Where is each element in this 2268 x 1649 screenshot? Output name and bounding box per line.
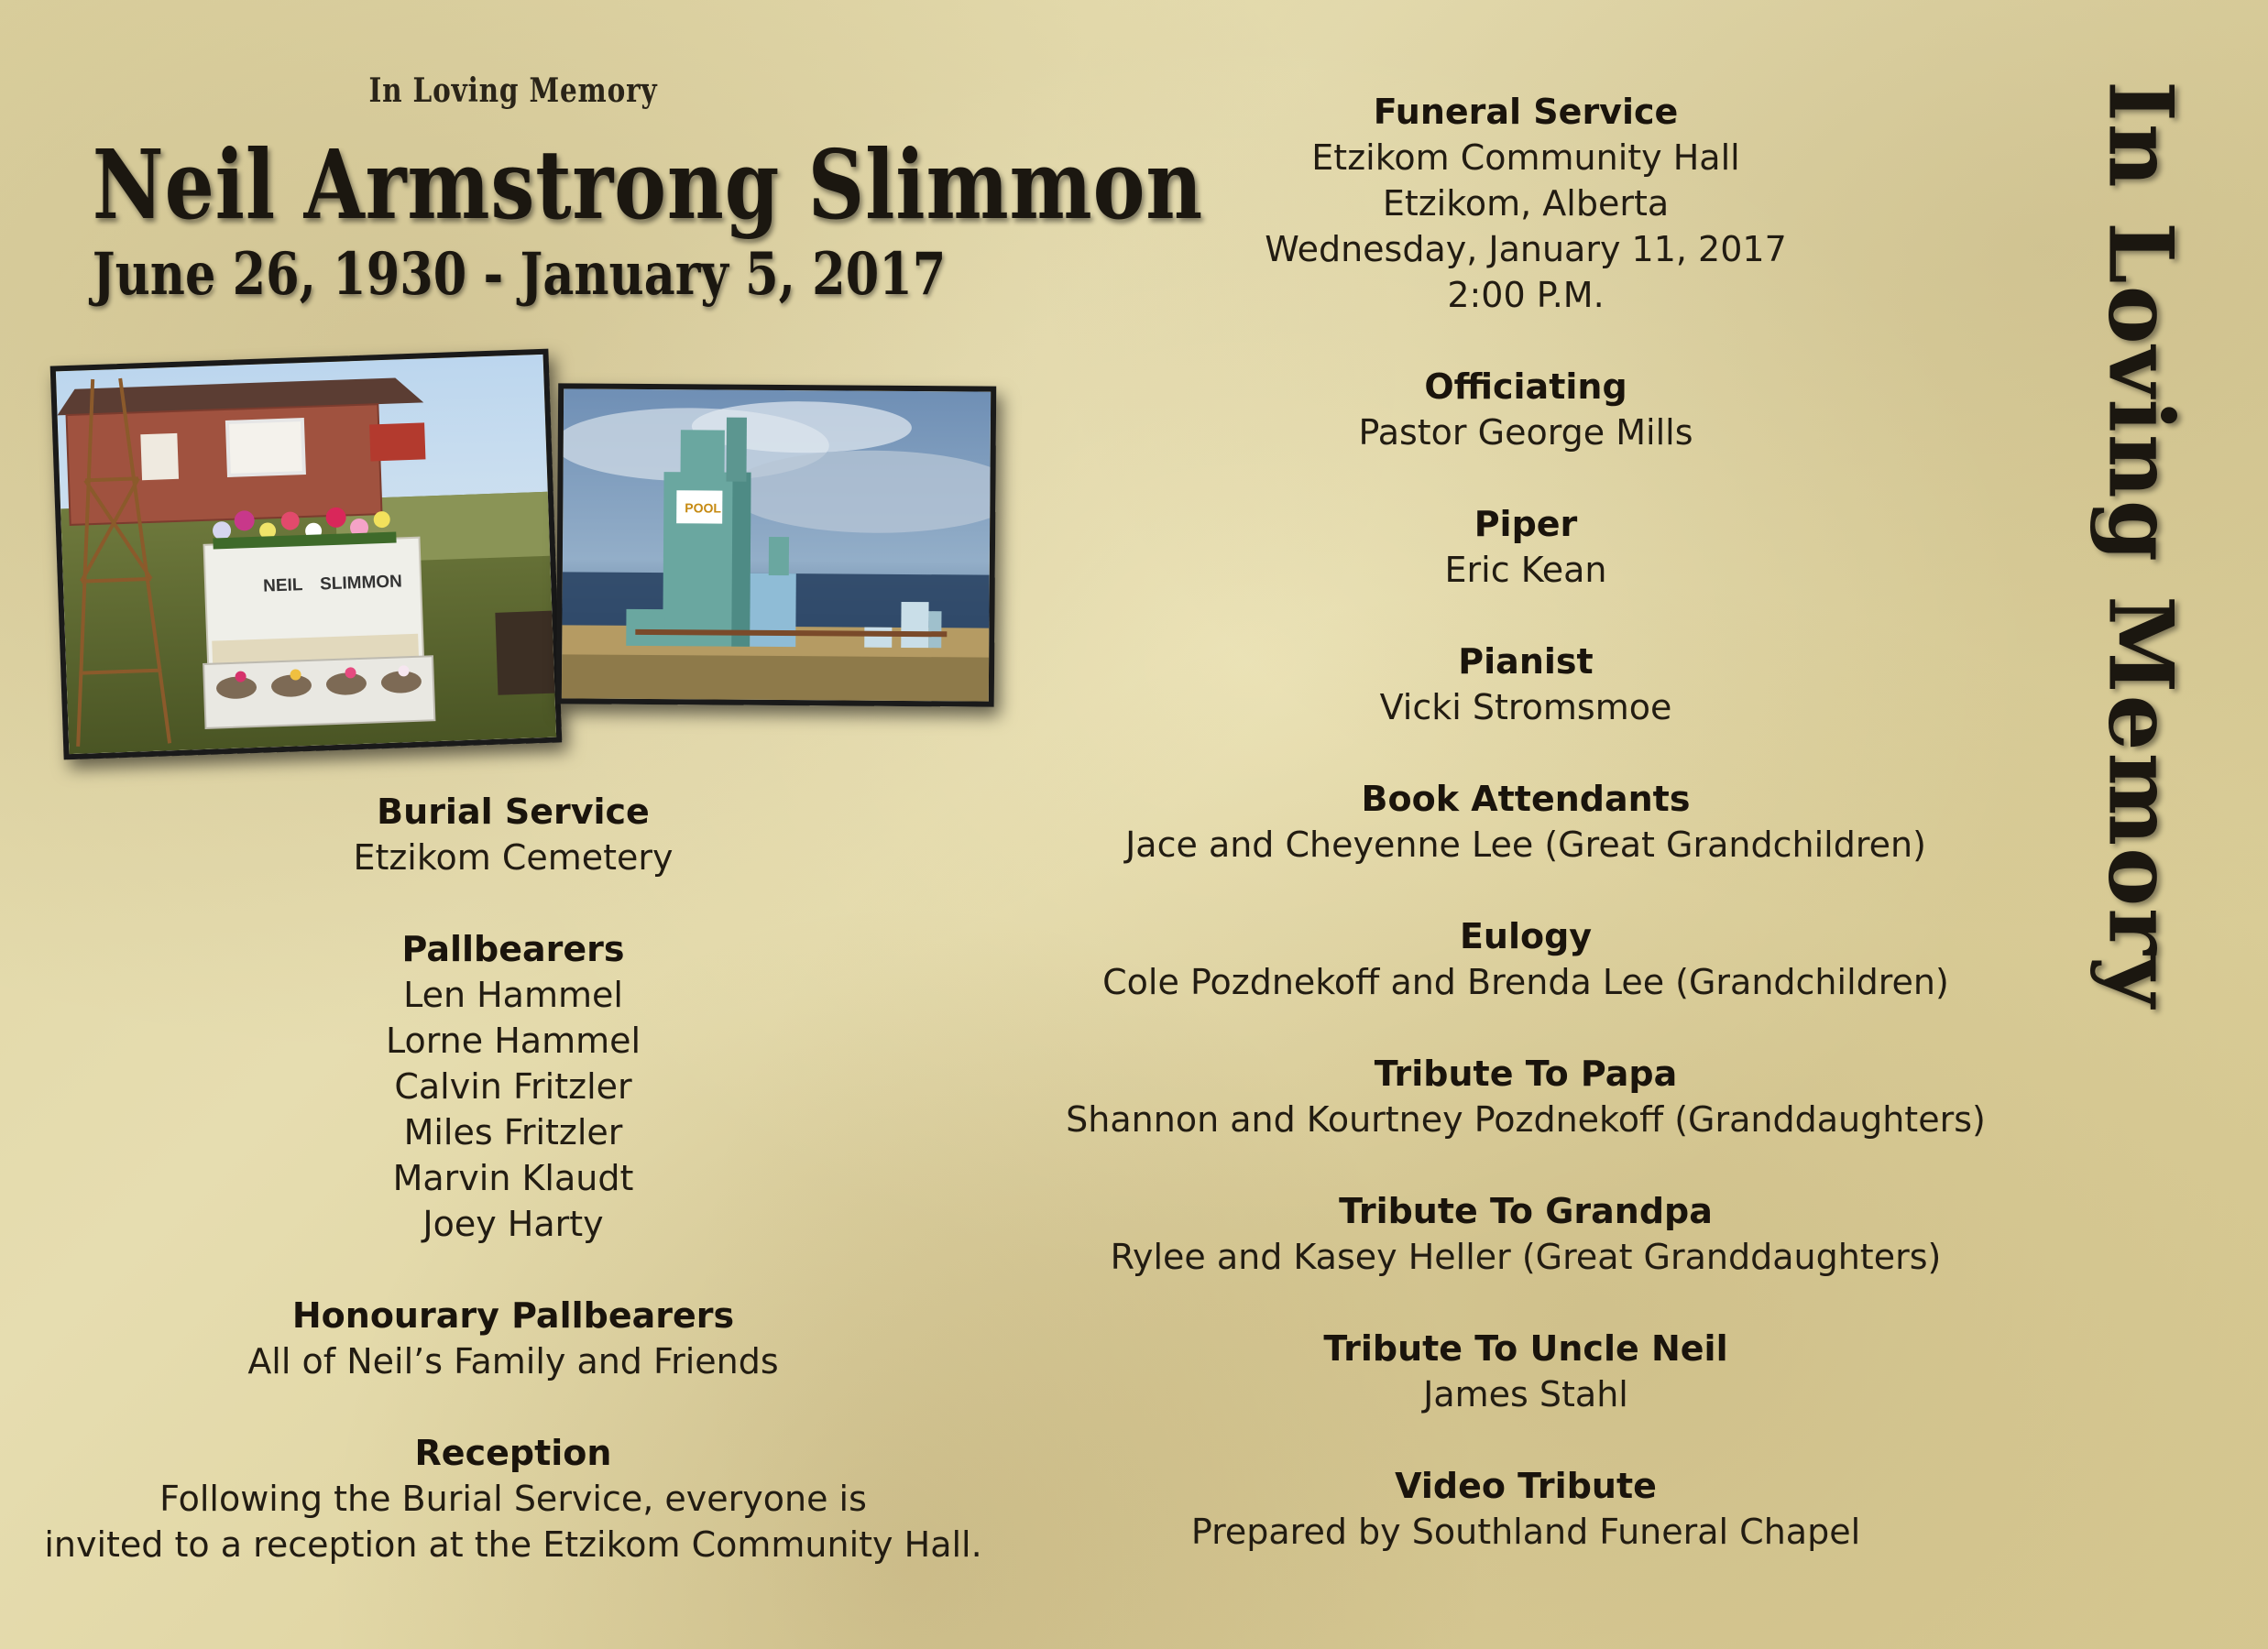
- piper-heading: Piper: [1474, 504, 1578, 544]
- tribute-uncle-section: [971, 1326, 2080, 1417]
- tagline: In Loving Memory: [368, 71, 658, 110]
- officiating-name: Pastor George Mills: [1358, 412, 1693, 453]
- elevator-sign: POOL: [685, 500, 722, 516]
- side-title-text: In Loving Memory: [2088, 81, 2193, 1010]
- pianist-heading: Pianist: [1458, 641, 1594, 682]
- eulogy-section: [971, 913, 2080, 1005]
- eulogy-heading: Eulogy: [1459, 916, 1593, 956]
- funeral-service-date: Wednesday, January 11, 2017: [1265, 229, 1787, 269]
- funeral-service-section: [971, 89, 2080, 318]
- pallbearer-name: Calvin Fritzler: [394, 1066, 632, 1107]
- burial-service-heading: Burial Service: [377, 792, 650, 832]
- pallbearer-name: Miles Fritzler: [403, 1112, 623, 1152]
- tribute-grandpa-names: Rylee and Kasey Heller (Great Granddaughters): [1110, 1237, 1942, 1277]
- memorial-planter-photo: [50, 349, 563, 760]
- funeral-service-venue: Etzikom Community Hall: [1311, 137, 1740, 178]
- reception-heading: Reception: [414, 1433, 612, 1473]
- video-tribute-section: [971, 1463, 2080, 1555]
- piper-name: Eric Kean: [1444, 550, 1607, 590]
- piper-section: [971, 501, 2080, 593]
- tribute-papa-section: [971, 1051, 2080, 1142]
- tribute-grandpa-section: [971, 1188, 2080, 1280]
- memorial-sign-neil: NEIL: [262, 575, 303, 596]
- honourary-pallbearers-heading: Honourary Pallbearers: [291, 1295, 735, 1336]
- funeral-service-town: Etzikom, Alberta: [1382, 183, 1670, 224]
- side-title: [2076, 81, 2205, 1010]
- pallbearers-heading: Pallbearers: [401, 929, 625, 969]
- tribute-grandpa-heading: Tribute To Grandpa: [1339, 1191, 1713, 1231]
- burial-service-location: Etzikom Cemetery: [353, 837, 674, 878]
- pianist-section: [971, 639, 2080, 730]
- grain-elevator-photo: [556, 383, 996, 706]
- video-tribute-credit: Prepared by Southland Funeral Chapel: [1190, 1512, 1861, 1552]
- memorial-sign-slimmon: SLIMMON: [319, 572, 403, 595]
- tribute-papa-heading: Tribute To Papa: [1374, 1054, 1678, 1094]
- reception-text-line: invited to a reception at the Etzikom Community Hall.: [44, 1524, 982, 1565]
- burial-service-section: [0, 789, 1026, 880]
- life-dates: June 26, 1930 - January 5, 2017: [92, 240, 947, 309]
- funeral-service-heading: Funeral Service: [1373, 92, 1679, 132]
- reception-text-line: Following the Burial Service, everyone is: [159, 1479, 867, 1519]
- tribute-uncle-heading: Tribute To Uncle Neil: [1323, 1328, 1728, 1369]
- honourary-pallbearers-section: [0, 1293, 1026, 1384]
- deceased-name: Neil Armstrong Slimmon: [92, 128, 1204, 241]
- officiating-section: [971, 364, 2080, 455]
- tribute-papa-names: Shannon and Kourtney Pozdnekoff (Granddaughters): [1066, 1099, 1986, 1140]
- pallbearer-name: Len Hammel: [403, 975, 623, 1015]
- pallbearer-name: Joey Harty: [422, 1204, 604, 1244]
- pallbearers-section: [0, 926, 1026, 1247]
- eulogy-names: Cole Pozdnekoff and Brenda Lee (Grandchildren): [1102, 962, 1949, 1002]
- funeral-service-time: 2:00 P.M.: [1447, 275, 1605, 315]
- video-tribute-heading: Video Tribute: [1395, 1466, 1657, 1506]
- reception-section: [0, 1430, 1026, 1567]
- book-attendants-section: [971, 776, 2080, 868]
- pianist-name: Vicki Stromsmoe: [1379, 687, 1672, 727]
- officiating-heading: Officiating: [1424, 366, 1627, 407]
- tribute-uncle-name: James Stahl: [1423, 1374, 1628, 1414]
- book-attendants-heading: Book Attendants: [1361, 779, 1691, 819]
- honourary-pallbearers-text: All of Neil’s Family and Friends: [247, 1341, 779, 1381]
- pallbearer-name: Marvin Klaudt: [392, 1158, 634, 1198]
- pallbearer-name: Lorne Hammel: [385, 1021, 641, 1061]
- book-attendants-names: Jace and Cheyenne Lee (Great Grandchildren): [1125, 824, 1926, 865]
